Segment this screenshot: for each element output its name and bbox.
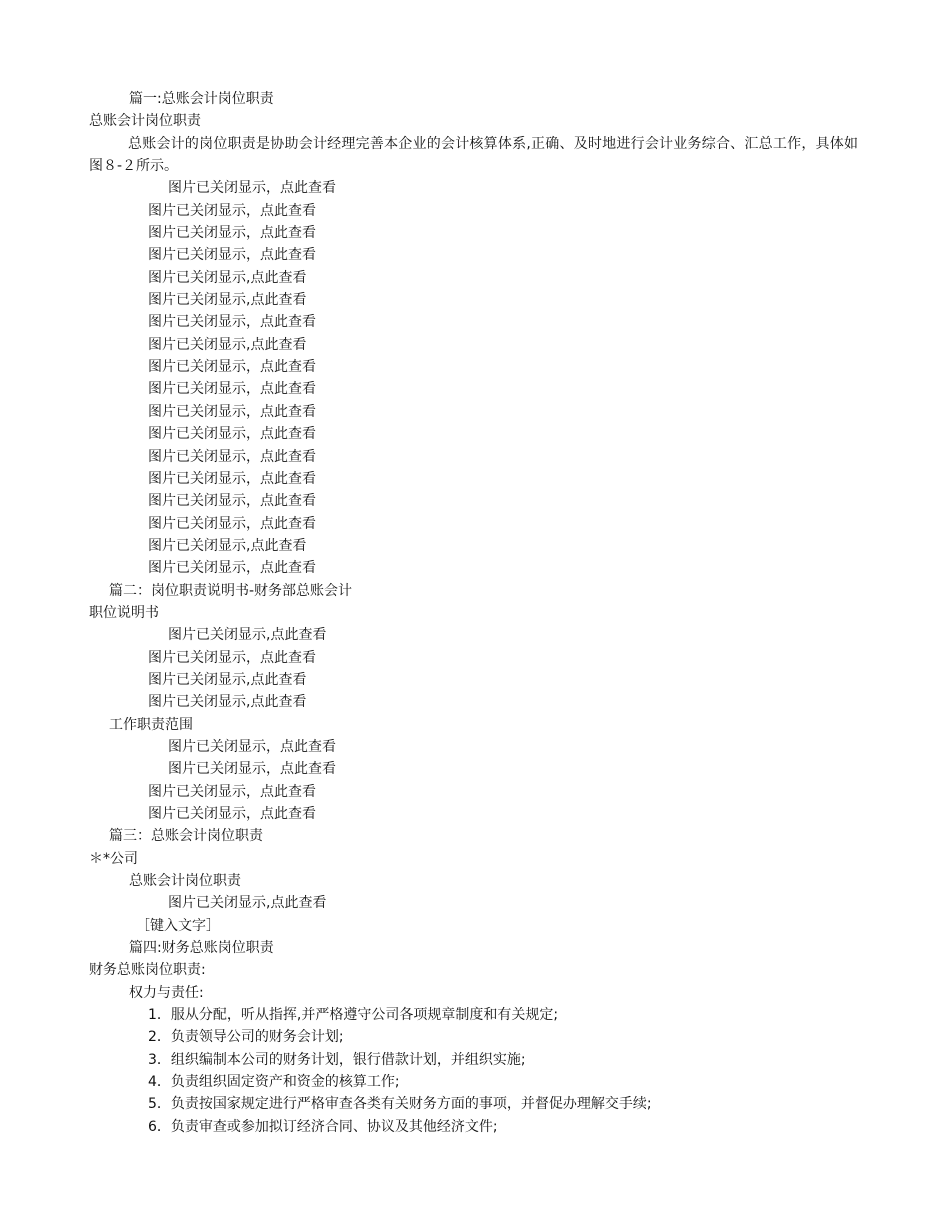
image-placeholder-link[interactable]: 图片已关闭显示,点此查看 (148, 537, 307, 554)
image-placeholder-link[interactable]: 图片已关闭显示，点此查看 (148, 381, 316, 398)
image-placeholder-link[interactable]: 图片已关闭显示，点此查看 (168, 738, 336, 755)
image-placeholder-link[interactable]: 图片已关闭显示，点此查看 (148, 448, 316, 465)
image-placeholder-link[interactable]: 图片已关闭显示，点此查看 (148, 314, 316, 331)
subheading: 工作职责范围 (109, 716, 193, 733)
image-placeholder-link[interactable]: 图片已关闭显示，点此查看 (148, 806, 316, 822)
image-placeholder-link[interactable]: 图片已关闭显示，点此查看 (148, 247, 316, 264)
section-heading-3: 篇三：总账会计岗位职责 (109, 828, 263, 845)
company-name: ＊*公司 (89, 850, 138, 867)
body-paragraph: 总账会计的岗位职责是协助会计经理完善本企业的会计核算体系,正确、及时地进行会计业务综合、汇总工作，具体如图８-２所示。 (89, 135, 858, 175)
list-item: 2．负责领导公司的财务会计划; (148, 1029, 344, 1046)
list-item: 6．负责审查或参加拟订经济合同、协议及其他经济文件; (148, 1118, 498, 1135)
section-heading-2: 篇二：岗位职责说明书-财务部总账会计 (109, 582, 353, 599)
image-placeholder-link[interactable]: 图片已关闭显示，点此查看 (148, 515, 316, 532)
subheading: 权力与责任: (129, 984, 204, 1001)
image-placeholder-link[interactable]: 图片已关闭显示，点此查看 (168, 180, 336, 197)
list-item: 4．负责组织固定资产和资金的核算工作; (148, 1074, 400, 1091)
subheading: 总账会计岗位职责 (129, 873, 241, 890)
image-placeholder-link[interactable]: 图片已关闭显示,点此查看 (148, 292, 307, 309)
image-placeholder-link[interactable]: 图片已关闭显示，点此查看 (148, 202, 316, 219)
image-placeholder-link[interactable]: 图片已关闭显示，点此查看 (148, 493, 316, 510)
image-placeholder-link[interactable]: 图片已关闭显示,点此查看 (168, 627, 327, 644)
image-placeholder-link[interactable]: 图片已关闭显示,点此查看 (148, 694, 307, 711)
section-heading-1: 篇一:总账会计岗位职责 (129, 91, 274, 107)
list-item: 3．组织编制本公司的财务计划，银行借款计划，并组织实施; (148, 1051, 526, 1068)
subheading: 财务总账岗位职责: (89, 962, 206, 979)
subheading: 职位说明书 (89, 604, 159, 621)
image-placeholder-link[interactable]: 图片已关闭显示，点此查看 (148, 560, 316, 577)
subheading: 总账会计岗位职责 (89, 113, 201, 130)
image-placeholder-link[interactable]: 图片已关闭显示,点此查看 (148, 336, 307, 353)
image-placeholder-link[interactable]: 图片已关闭显示，点此查看 (148, 403, 316, 420)
image-placeholder-link[interactable]: 图片已关闭显示，点此查看 (148, 783, 316, 800)
document-body (0, 88, 950, 1138)
image-placeholder-link[interactable]: 图片已关闭显示，点此查看 (148, 225, 316, 242)
image-placeholder-link[interactable]: 图片已关闭显示，点此查看 (148, 426, 316, 443)
image-placeholder-link[interactable]: 图片已关闭显示，点此查看 (168, 761, 336, 778)
section-heading-4: 篇四:财务总账岗位职责 (129, 940, 274, 957)
image-placeholder-link[interactable]: 图片已关闭显示,点此查看 (148, 269, 307, 286)
image-placeholder-link[interactable]: 图片已关闭显示，点此查看 (148, 359, 316, 376)
image-placeholder-link[interactable]: 图片已关闭显示，点此查看 (148, 470, 316, 487)
list-item: 1．服从分配，听从指挥,并严格遵守公司各项规章制度和有关规定; (148, 1007, 559, 1024)
image-placeholder-link[interactable]: 图片已关闭显示，点此查看 (148, 649, 316, 666)
image-placeholder-link[interactable]: 图片已关闭显示,点此查看 (148, 671, 307, 688)
text-placeholder: ［键入文字］ (136, 917, 220, 934)
image-placeholder-link[interactable]: 图片已关闭显示,点此查看 (168, 895, 327, 912)
list-item: 5．负责按国家规定进行严格审查各类有关财务方面的事项，并督促办理解交手续; (148, 1096, 652, 1113)
